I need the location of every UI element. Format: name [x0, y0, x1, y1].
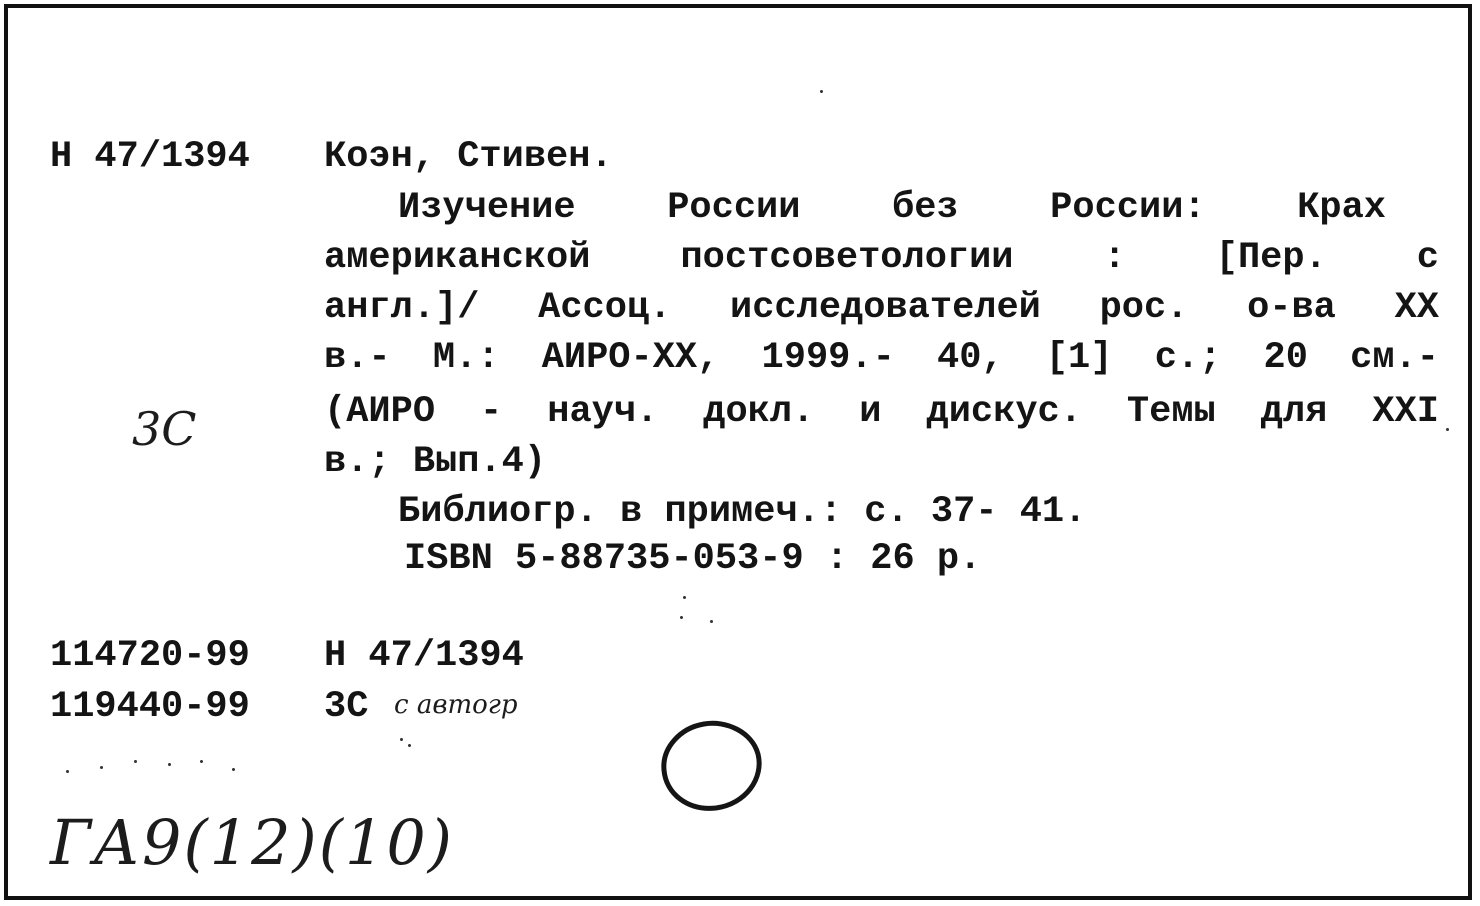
circle-stamp-icon — [656, 714, 766, 814]
title-line-3: англ.]/ Ассоц. исследователей рос. о-ва XX — [324, 287, 1439, 329]
shelf-mark: Н 47/1394 — [50, 136, 250, 178]
scan-speck — [680, 616, 683, 619]
title-line-4: в.- М.: АИРО-ХХ, 1999.- 40, [1] с.; 20 см.- — [324, 337, 1439, 379]
scan-speck — [168, 763, 171, 766]
holding-location-1: Н 47/1394 — [324, 635, 524, 677]
scan-speck — [408, 744, 411, 747]
scan-speck — [400, 738, 403, 741]
handwritten-autograph-note: с автогр — [394, 690, 518, 720]
scan-speck — [200, 760, 203, 763]
accession-number-1: 114720-99 — [50, 635, 250, 677]
handwritten-classification-mark: ГА9(12)(10) — [50, 806, 454, 879]
scan-speck — [683, 596, 686, 599]
scan-speck — [66, 770, 69, 773]
title-line-2: американской постсоветологии : [Пер. с — [324, 237, 1439, 279]
isbn-line: ISBN 5-88735-053-9 : 26 р. — [404, 538, 982, 580]
scan-speck — [710, 620, 713, 623]
scan-speck — [100, 766, 103, 769]
scan-speck — [820, 90, 823, 93]
title-line-6: в.; Вып.4) — [324, 441, 547, 483]
scan-speck — [134, 760, 137, 763]
title-line-5: (АИРО - науч. докл. и дискус. Темы для XXI — [324, 391, 1439, 433]
holding-location-2: 3С — [324, 686, 369, 728]
scan-speck — [232, 768, 235, 771]
title-line-1: Изучение России без России: Крах — [398, 187, 1386, 229]
scan-speck — [1446, 428, 1449, 431]
margin-handwritten-mark: 3С — [132, 402, 197, 456]
author-heading: Коэн, Стивен. — [324, 136, 613, 178]
accession-number-2: 119440-99 — [50, 686, 250, 728]
bibliography-note: Библиогр. в примеч.: с. 37- 41. — [398, 491, 1087, 533]
